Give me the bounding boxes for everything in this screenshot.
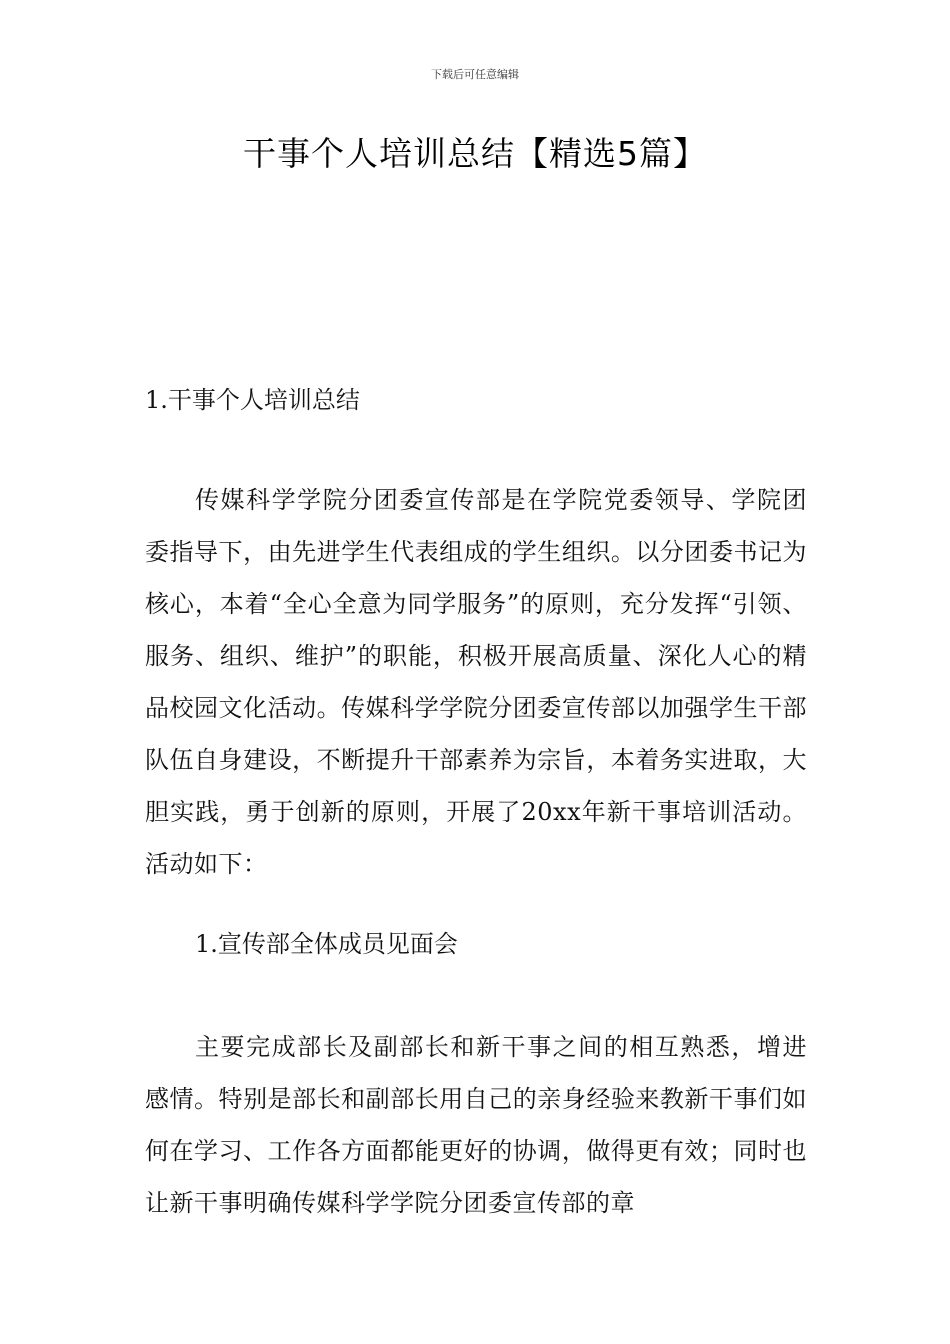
- sub-heading: 1.宣传部全体成员见面会: [195, 930, 458, 958]
- body-paragraph-1: 传媒科学学院分团委宣传部是在学院党委领导、学院团委指导下，由先进学生代表组成的学生组织。以分团委书记为核心，本着“全心全意为同学服务”的原则，充分发挥“引领、服务、组织、维护”的职能，积极开展高质量、深化人心的精品校园文化活动。传媒科学学院分团委宣传部以加强学生干部队伍自身建设，不断提升干部素养为宗旨，本着务实进取，大胆实践，勇于创新的原则，开展了20xx年新干事培训活动。活动如下：: [145, 486, 807, 878]
- document-title: 干事个人培训总结【精选5篇】: [243, 134, 707, 173]
- body-paragraph-2: 主要完成部长及副部长和新干事之间的相互熟悉，增进感情。特别是部长和副部长用自己的亲身经验来教新干事们如何在学习、工作各方面都能更好的协调，做得更有效；同时也让新干事明确传媒科学学院分团委宣传部的章: [145, 1033, 807, 1217]
- section-heading: 1.干事个人培训总结: [145, 386, 360, 414]
- header-note: 下载后可任意编辑: [431, 68, 519, 81]
